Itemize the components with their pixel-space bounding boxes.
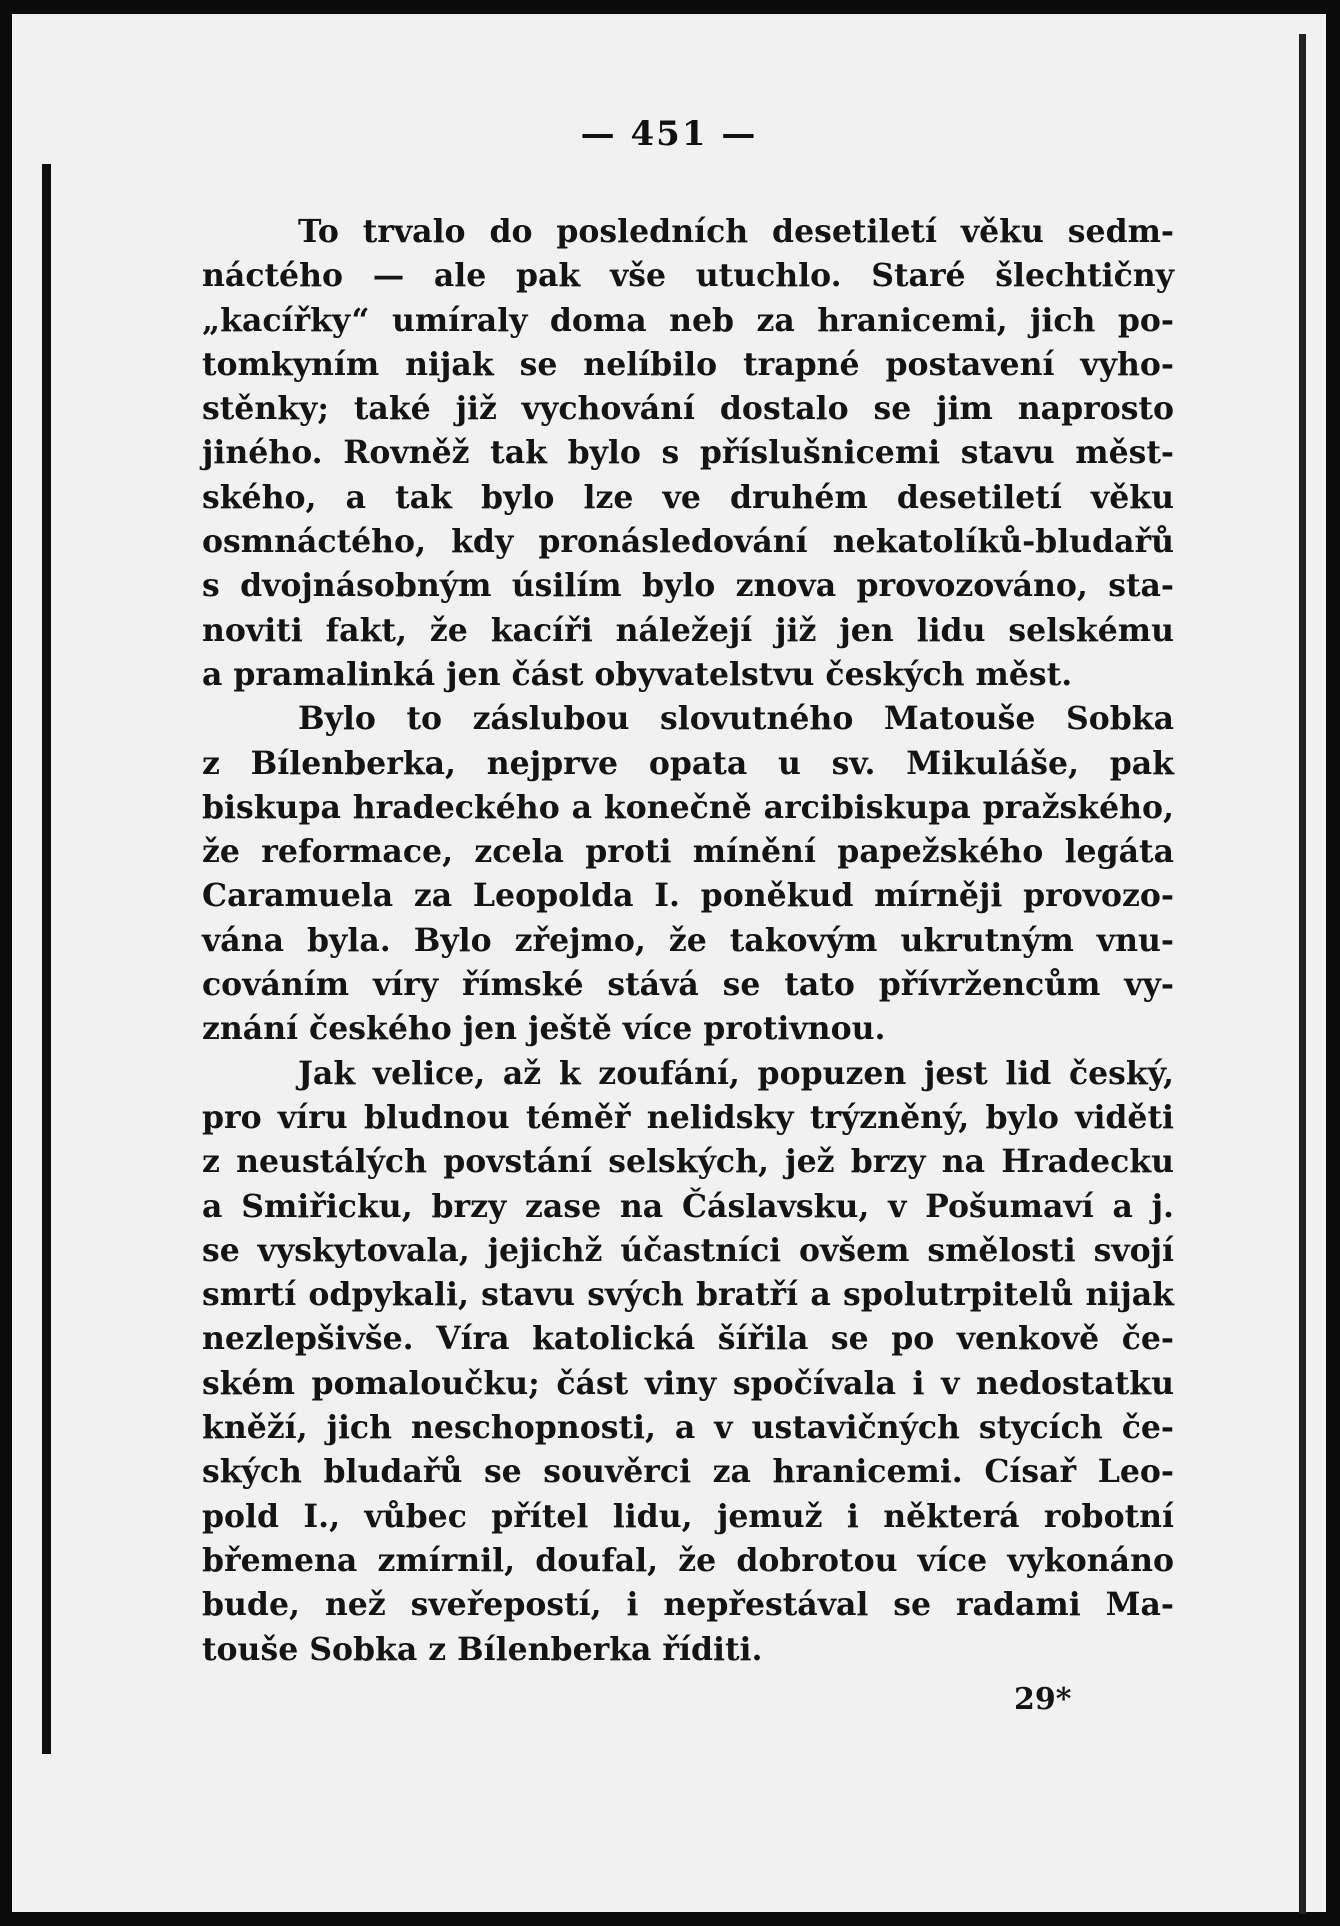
text-line: ských bludařů se souvěrci za hranicemi. Císař Leo- bbox=[202, 1453, 1174, 1491]
text-line: z Bílenberka, nejprve opata u sv. Mikuláše, pak bbox=[202, 744, 1174, 782]
text-line: noviti fakt, že kacíři náležejí již jen lidu selskému bbox=[202, 611, 1174, 649]
text-line: Caramuela za Leopolda I. poněkud mírněji provozo- bbox=[202, 877, 1174, 915]
text-line: břemena zmírnil, doufal, že dobrotou více vykonáno bbox=[202, 1541, 1174, 1579]
text-line: bude, než sveřepostí, i nepřestával se radami Ma- bbox=[202, 1586, 1174, 1624]
page-number: — 451 — bbox=[580, 114, 758, 154]
text-line: pold I., vůbec přítel lidu, jemuž i některá robotní bbox=[202, 1497, 1174, 1535]
text-line: „kacířky“ umíraly doma neb za hranicemi, jich po- bbox=[202, 301, 1174, 339]
text-line: ském pomaloučku; část viny spočívala i v nedostatku bbox=[202, 1364, 1174, 1402]
text-line: nezlepšivše. Víra katolická šířila se po venkově če- bbox=[202, 1320, 1174, 1358]
text-line: stěnky; také již vychování dostalo se jim naprosto bbox=[202, 390, 1174, 428]
text-line: a Smiřicku, brzy zase na Čáslavsku, v Pošumaví a j. bbox=[202, 1187, 1174, 1225]
text-line: se vyskytovala, jejichž účastníci ovšem smělosti svojí bbox=[202, 1231, 1174, 1269]
text-line: cováním víry římské stává se tato přívržencům vy- bbox=[202, 966, 1174, 1004]
text-line: biskupa hradeckého a konečně arcibiskupa pražského, bbox=[202, 788, 1174, 826]
text-line: a pramalinká jen část obyvatelstvu českých měst. bbox=[202, 655, 1073, 693]
text-line: To trvalo do posledních desetiletí věku sedm- bbox=[298, 213, 1174, 250]
text-line: smrtí odpykali, stavu svých bratří a spolutrpitelů nijak bbox=[202, 1276, 1174, 1314]
text-line: ského, a tak bylo lze ve druhém desetiletí věku bbox=[202, 478, 1174, 516]
text-line: tomkyním nijak se nelíbilo trapné postavení vyho- bbox=[202, 345, 1174, 383]
text-line: znání českého jen ještě více protivnou. bbox=[202, 1010, 886, 1048]
text-line: pro víru bludnou téměř nelidsky trýzněný, bylo viděti bbox=[202, 1098, 1174, 1136]
text-line: s dvojnásobným úsilím bylo znova provozováno, sta- bbox=[202, 567, 1174, 605]
text-line: touše Sobka z Bílenberka říditi. bbox=[202, 1630, 763, 1668]
page-right-edge-shadow bbox=[1299, 34, 1306, 1914]
text-line: Jak velice, až k zoufání, popuzen jest lid český, bbox=[298, 1054, 1174, 1092]
text-line: jiného. Rovněž tak bylo s příslušnicemi stavu měst- bbox=[202, 434, 1174, 472]
page-left-edge-shadow bbox=[42, 164, 51, 1754]
text-line: vána byla. Bylo zřejmo, že takovým ukrutným vnu- bbox=[202, 921, 1174, 959]
text-line: z neustálých povstání selských, jež brzy na Hradecku bbox=[202, 1143, 1174, 1181]
text-line: kněží, jich neschopnosti, a v ustavičných stycích če- bbox=[202, 1409, 1174, 1447]
text-line: Bylo to záslubou slovutného Matouše Sobka bbox=[298, 700, 1174, 738]
book-page bbox=[12, 14, 1326, 1912]
text-line: že reformace, zcela proti mínění papežského legáta bbox=[202, 833, 1174, 871]
signature-mark: 29* bbox=[1014, 1682, 1072, 1717]
body-text bbox=[202, 210, 1174, 1672]
text-line: osmnáctého, kdy pronásledování nekatolíků-bludařů bbox=[202, 523, 1174, 561]
text-line: náctého — ale pak vše utuchlo. Staré šlechtičny bbox=[202, 257, 1174, 295]
